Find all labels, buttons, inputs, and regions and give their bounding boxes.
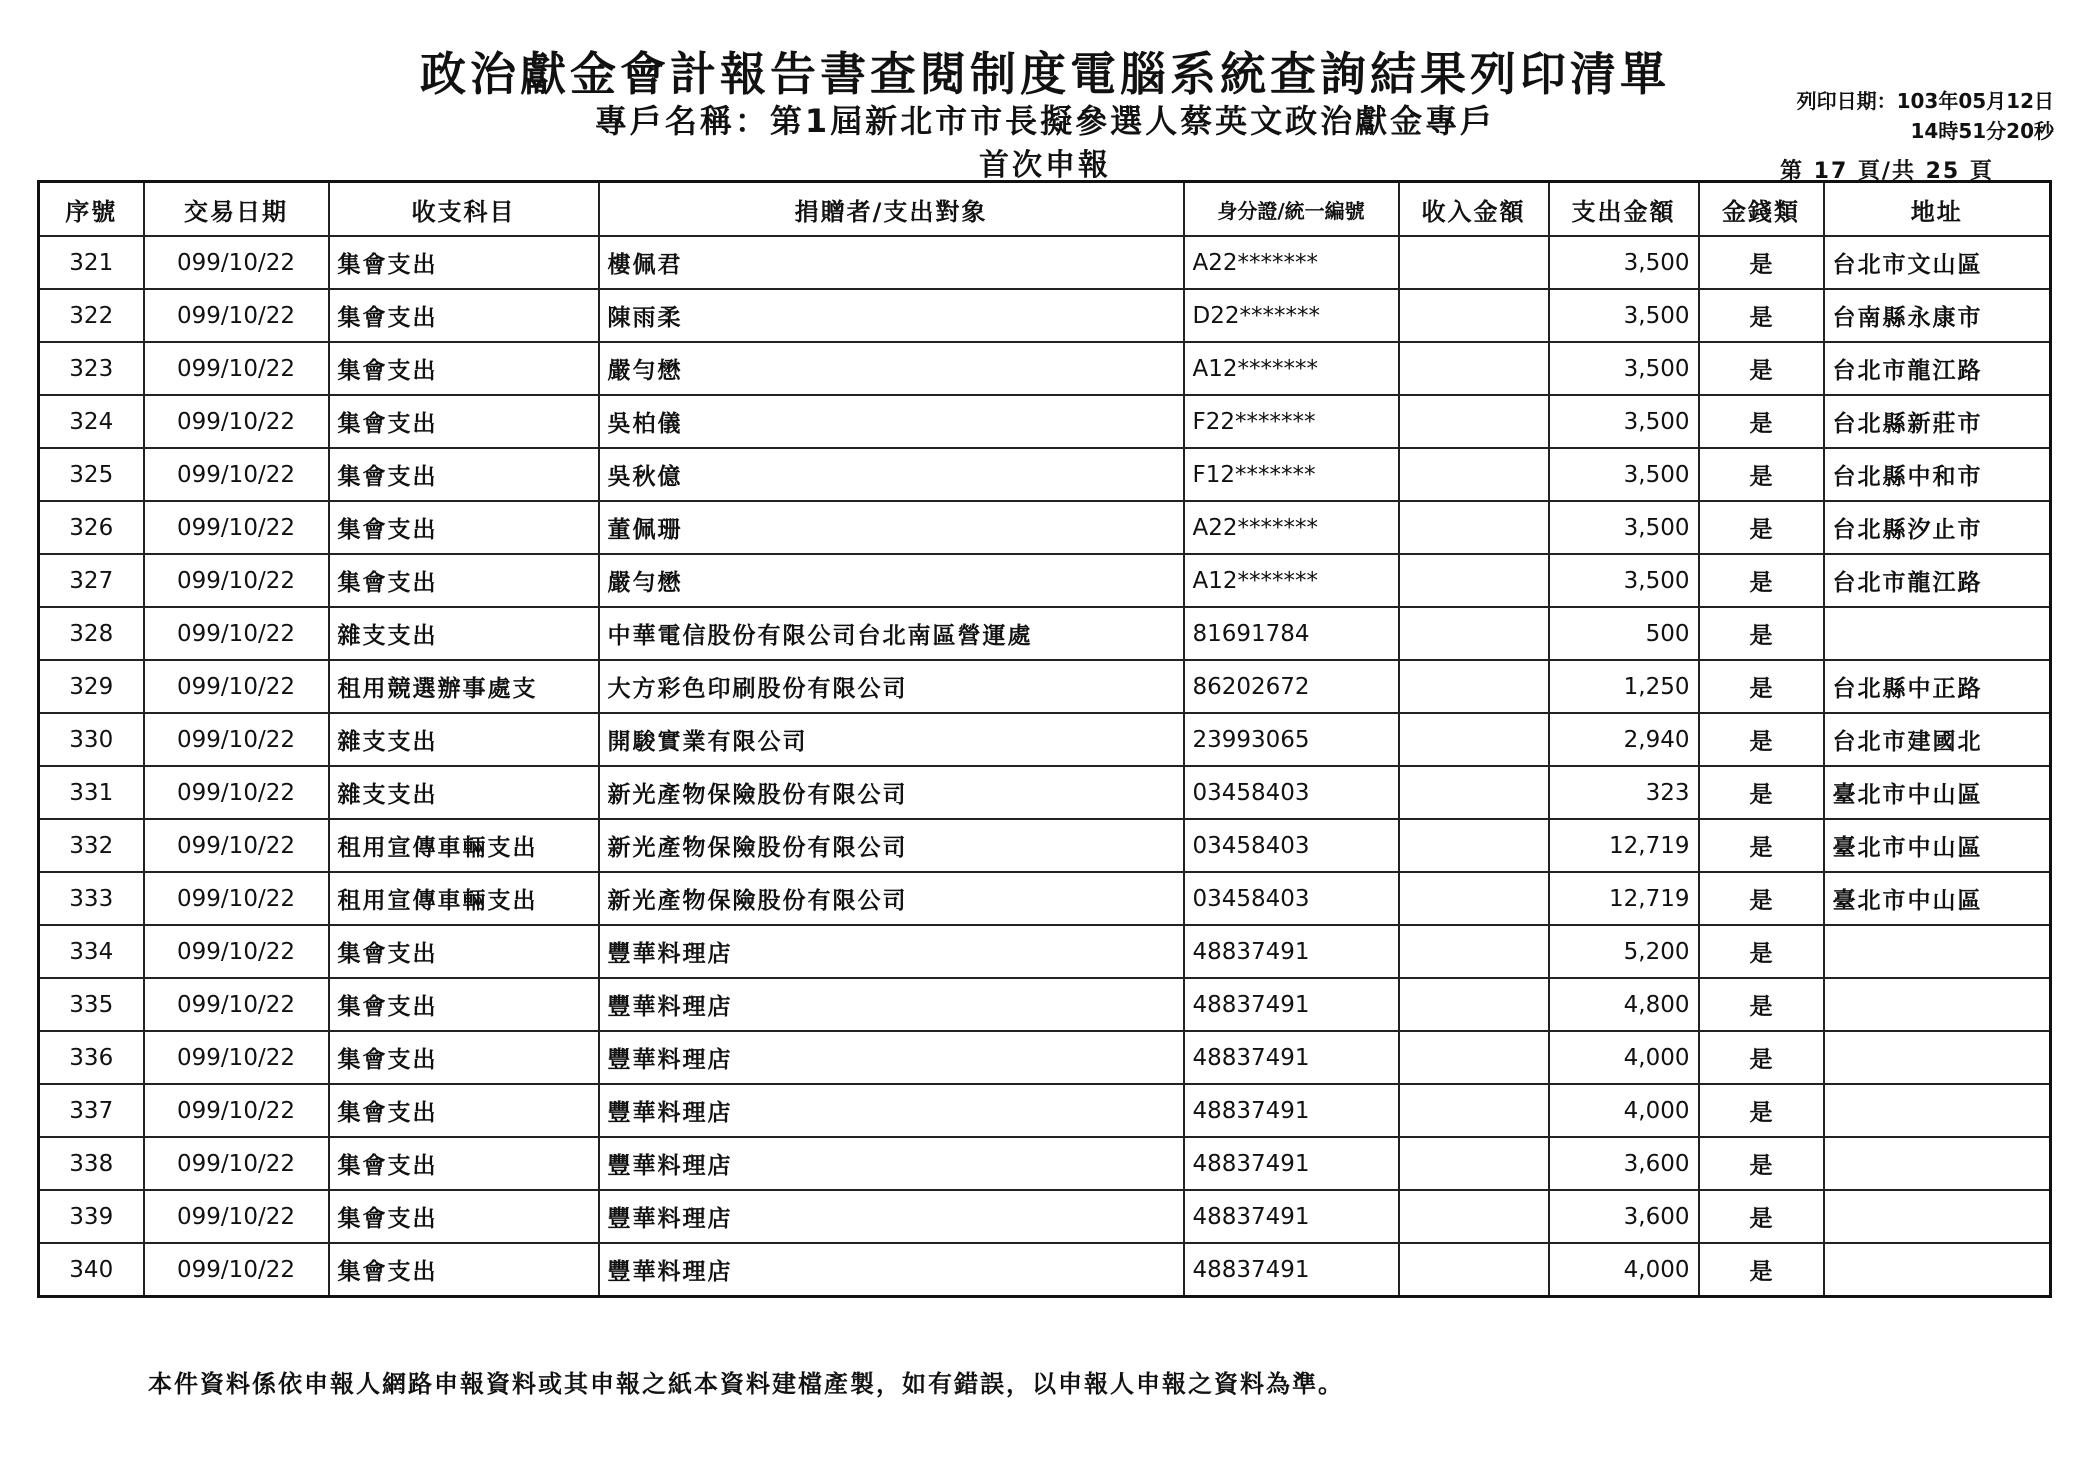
cell-date: 099/10/22 (144, 713, 329, 766)
cell-date: 099/10/22 (144, 660, 329, 713)
cell-date: 099/10/22 (144, 819, 329, 872)
cell-id: 48837491 (1184, 1137, 1399, 1190)
col-header-payee: 捐贈者/支出對象 (599, 182, 1184, 237)
cell-expense: 5,200 (1549, 925, 1699, 978)
cell-address: 台北縣中正路 (1824, 660, 2051, 713)
cell-id: D22******* (1184, 289, 1399, 342)
cell-cash: 是 (1699, 554, 1824, 607)
cell-income (1399, 1190, 1549, 1243)
col-header-date: 交易日期 (144, 182, 329, 237)
cell-payee: 豐華料理店 (599, 1084, 1184, 1137)
cell-date: 099/10/22 (144, 395, 329, 448)
cell-cash: 是 (1699, 766, 1824, 819)
cell-no: 338 (39, 1137, 144, 1190)
cell-no: 333 (39, 872, 144, 925)
table-row (39, 607, 2051, 660)
cell-income (1399, 501, 1549, 554)
print-date-block (1754, 86, 2054, 146)
cell-address: 台北市龍江路 (1824, 554, 2051, 607)
document-title: 政治獻金會計報告書查閱制度電腦系統查詢結果列印清單 (420, 47, 1670, 101)
table-row (39, 872, 2051, 925)
cell-date: 099/10/22 (144, 448, 329, 501)
col-header-category: 收支科目 (329, 182, 599, 237)
cell-payee: 吳秋億 (599, 448, 1184, 501)
cell-income (1399, 1243, 1549, 1297)
cell-cash: 是 (1699, 1084, 1824, 1137)
cell-date: 099/10/22 (144, 554, 329, 607)
cell-id: 48837491 (1184, 1084, 1399, 1137)
cell-category: 租用競選辦事處支 (329, 660, 599, 713)
cell-cash: 是 (1699, 872, 1824, 925)
cell-income (1399, 1084, 1549, 1137)
cell-no: 339 (39, 1190, 144, 1243)
cell-income (1399, 342, 1549, 395)
cell-expense: 3,500 (1549, 501, 1699, 554)
cell-id: 86202672 (1184, 660, 1399, 713)
cell-expense: 4,000 (1549, 1084, 1699, 1137)
cell-no: 321 (39, 236, 144, 289)
cell-income (1399, 819, 1549, 872)
table-row (39, 554, 2051, 607)
cell-expense: 3,500 (1549, 448, 1699, 501)
cell-cash: 是 (1699, 925, 1824, 978)
cell-address: 臺北市中山區 (1824, 872, 2051, 925)
table-row (39, 289, 2051, 342)
cell-expense: 500 (1549, 607, 1699, 660)
cell-cash: 是 (1699, 1031, 1824, 1084)
cell-no: 329 (39, 660, 144, 713)
cell-category: 雜支支出 (329, 607, 599, 660)
cell-id: F22******* (1184, 395, 1399, 448)
cell-payee: 中華電信股份有限公司台北南區營運處 (599, 607, 1184, 660)
header-row (39, 182, 2051, 237)
table-row (39, 713, 2051, 766)
cell-expense: 12,719 (1549, 872, 1699, 925)
cell-payee: 嚴勻懋 (599, 554, 1184, 607)
cell-address: 臺北市中山區 (1824, 819, 2051, 872)
cell-id: A22******* (1184, 501, 1399, 554)
cell-payee: 新光產物保險股份有限公司 (599, 766, 1184, 819)
cell-expense: 3,500 (1549, 342, 1699, 395)
table-header (39, 182, 2051, 237)
footer-note: 本件資料係依申報人網路申報資料或其申報之紙本資料建檔產製，如有錯誤，以申報人申報之資料為準。 (148, 1370, 1344, 1398)
cell-address (1824, 978, 2051, 1031)
cell-date: 099/10/22 (144, 766, 329, 819)
cell-income (1399, 395, 1549, 448)
cell-id: 48837491 (1184, 1190, 1399, 1243)
cell-id: 48837491 (1184, 1243, 1399, 1297)
cell-income (1399, 448, 1549, 501)
cell-address (1824, 1190, 2051, 1243)
cell-payee: 豐華料理店 (599, 1031, 1184, 1084)
cell-category: 集會支出 (329, 1243, 599, 1297)
cell-category: 集會支出 (329, 501, 599, 554)
cell-expense: 3,500 (1549, 554, 1699, 607)
cell-address: 台北縣新莊市 (1824, 395, 2051, 448)
cell-no: 323 (39, 342, 144, 395)
cell-expense: 3,600 (1549, 1137, 1699, 1190)
cell-no: 340 (39, 1243, 144, 1297)
cell-address: 台北市龍江路 (1824, 342, 2051, 395)
cell-category: 租用宣傳車輛支出 (329, 819, 599, 872)
cell-expense: 12,719 (1549, 819, 1699, 872)
cell-id: 03458403 (1184, 766, 1399, 819)
cell-cash: 是 (1699, 395, 1824, 448)
cell-cash: 是 (1699, 1243, 1824, 1297)
cell-payee: 開駿實業有限公司 (599, 713, 1184, 766)
table-row (39, 236, 2051, 289)
cell-expense: 3,500 (1549, 236, 1699, 289)
cell-cash: 是 (1699, 236, 1824, 289)
table-body (39, 236, 2051, 1297)
cell-address (1824, 1084, 2051, 1137)
cell-expense: 4,000 (1549, 1031, 1699, 1084)
print-date: 列印日期：103年05月12日 (1796, 89, 2054, 113)
cell-date: 099/10/22 (144, 289, 329, 342)
cell-income (1399, 554, 1549, 607)
cell-id: 03458403 (1184, 819, 1399, 872)
cell-expense: 3,500 (1549, 289, 1699, 342)
table-row (39, 342, 2051, 395)
cell-income (1399, 1031, 1549, 1084)
cell-address (1824, 1031, 2051, 1084)
cell-income (1399, 925, 1549, 978)
cell-address: 台北市文山區 (1824, 236, 2051, 289)
cell-date: 099/10/22 (144, 925, 329, 978)
cell-cash: 是 (1699, 660, 1824, 713)
cell-id: 23993065 (1184, 713, 1399, 766)
cell-no: 328 (39, 607, 144, 660)
cell-no: 337 (39, 1084, 144, 1137)
cell-no: 335 (39, 978, 144, 1031)
cell-no: 334 (39, 925, 144, 978)
table-row (39, 925, 2051, 978)
cell-no: 330 (39, 713, 144, 766)
cell-date: 099/10/22 (144, 501, 329, 554)
cell-payee: 陳雨柔 (599, 289, 1184, 342)
cell-id: 48837491 (1184, 978, 1399, 1031)
cell-income (1399, 1137, 1549, 1190)
cell-cash: 是 (1699, 978, 1824, 1031)
account-name: 專戶名稱：第1屆新北市市長擬參選人蔡英文政治獻金專戶 (594, 102, 1496, 140)
cell-cash: 是 (1699, 819, 1824, 872)
print-time: 14時51分20秒 (1910, 119, 2054, 143)
cell-address: 臺北市中山區 (1824, 766, 2051, 819)
table-row (39, 1190, 2051, 1243)
cell-payee: 樓佩君 (599, 236, 1184, 289)
cell-id: 48837491 (1184, 925, 1399, 978)
table-row (39, 978, 2051, 1031)
cell-id: A12******* (1184, 342, 1399, 395)
cell-payee: 新光產物保險股份有限公司 (599, 872, 1184, 925)
cell-income (1399, 978, 1549, 1031)
cell-no: 332 (39, 819, 144, 872)
cell-date: 099/10/22 (144, 1243, 329, 1297)
cell-id: 03458403 (1184, 872, 1399, 925)
cell-id: A12******* (1184, 554, 1399, 607)
cell-expense: 4,000 (1549, 1243, 1699, 1297)
cell-address (1824, 1243, 2051, 1297)
cell-payee: 嚴勻懋 (599, 342, 1184, 395)
table-row (39, 395, 2051, 448)
cell-income (1399, 607, 1549, 660)
cell-cash: 是 (1699, 1190, 1824, 1243)
cell-no: 324 (39, 395, 144, 448)
table-row (39, 1243, 2051, 1297)
cell-id: 48837491 (1184, 1031, 1399, 1084)
cell-date: 099/10/22 (144, 342, 329, 395)
cell-cash: 是 (1699, 501, 1824, 554)
cell-expense: 323 (1549, 766, 1699, 819)
cell-category: 集會支出 (329, 1031, 599, 1084)
cell-payee: 豐華料理店 (599, 925, 1184, 978)
cell-address (1824, 607, 2051, 660)
cell-category: 集會支出 (329, 925, 599, 978)
cell-category: 集會支出 (329, 1137, 599, 1190)
cell-payee: 豐華料理店 (599, 1137, 1184, 1190)
table-row (39, 501, 2051, 554)
cell-payee: 豐華料理店 (599, 1190, 1184, 1243)
cell-payee: 新光產物保險股份有限公司 (599, 819, 1184, 872)
cell-address: 台南縣永康市 (1824, 289, 2051, 342)
cell-category: 集會支出 (329, 554, 599, 607)
cell-category: 集會支出 (329, 1084, 599, 1137)
cell-address (1824, 925, 2051, 978)
cell-id: F12******* (1184, 448, 1399, 501)
col-header-no: 序號 (39, 182, 144, 237)
cell-id: 81691784 (1184, 607, 1399, 660)
cell-cash: 是 (1699, 713, 1824, 766)
cell-no: 326 (39, 501, 144, 554)
cell-cash: 是 (1699, 448, 1824, 501)
cell-expense: 3,600 (1549, 1190, 1699, 1243)
cell-category: 集會支出 (329, 289, 599, 342)
cell-cash: 是 (1699, 342, 1824, 395)
cell-category: 集會支出 (329, 1190, 599, 1243)
cell-address: 台北市建國北 (1824, 713, 2051, 766)
cell-income (1399, 766, 1549, 819)
cell-expense: 4,800 (1549, 978, 1699, 1031)
cell-no: 331 (39, 766, 144, 819)
col-header-income: 收入金額 (1399, 182, 1549, 237)
cell-address: 台北縣汐止市 (1824, 501, 2051, 554)
table-row (39, 660, 2051, 713)
cell-payee: 豐華料理店 (599, 978, 1184, 1031)
cell-date: 099/10/22 (144, 978, 329, 1031)
cell-date: 099/10/22 (144, 872, 329, 925)
table-row (39, 819, 2051, 872)
col-header-address: 地址 (1824, 182, 2051, 237)
cell-date: 099/10/22 (144, 1084, 329, 1137)
cell-address (1824, 1137, 2051, 1190)
table-row (39, 1084, 2051, 1137)
cell-date: 099/10/22 (144, 1031, 329, 1084)
cell-address: 台北縣中和市 (1824, 448, 2051, 501)
cell-payee: 吳柏儀 (599, 395, 1184, 448)
cell-payee: 豐華料理店 (599, 1243, 1184, 1297)
col-header-id: 身分證/統一編號 (1184, 182, 1399, 237)
cell-expense: 2,940 (1549, 713, 1699, 766)
cell-date: 099/10/22 (144, 1137, 329, 1190)
cell-no: 327 (39, 554, 144, 607)
table-row (39, 766, 2051, 819)
cell-id: A22******* (1184, 236, 1399, 289)
cell-category: 雜支支出 (329, 713, 599, 766)
cell-payee: 大方彩色印刷股份有限公司 (599, 660, 1184, 713)
table-row (39, 1137, 2051, 1190)
table-row (39, 1031, 2051, 1084)
cell-date: 099/10/22 (144, 607, 329, 660)
cell-expense: 3,500 (1549, 395, 1699, 448)
cell-cash: 是 (1699, 1137, 1824, 1190)
cell-category: 租用宣傳車輛支出 (329, 872, 599, 925)
cell-income (1399, 872, 1549, 925)
cell-income (1399, 713, 1549, 766)
cell-income (1399, 236, 1549, 289)
report-type: 首次申報 (979, 148, 1111, 183)
cell-category: 雜支支出 (329, 766, 599, 819)
cell-category: 集會支出 (329, 448, 599, 501)
ledger-table (37, 180, 2052, 1298)
cell-category: 集會支出 (329, 342, 599, 395)
cell-category: 集會支出 (329, 395, 599, 448)
cell-income (1399, 660, 1549, 713)
col-header-expense: 支出金額 (1549, 182, 1699, 237)
cell-expense: 1,250 (1549, 660, 1699, 713)
cell-cash: 是 (1699, 607, 1824, 660)
cell-no: 336 (39, 1031, 144, 1084)
cell-category: 集會支出 (329, 236, 599, 289)
cell-cash: 是 (1699, 289, 1824, 342)
cell-no: 322 (39, 289, 144, 342)
cell-date: 099/10/22 (144, 1190, 329, 1243)
cell-no: 325 (39, 448, 144, 501)
cell-income (1399, 289, 1549, 342)
cell-date: 099/10/22 (144, 236, 329, 289)
cell-payee: 董佩珊 (599, 501, 1184, 554)
table-row (39, 448, 2051, 501)
page-info: 第 17 頁/共 25 頁 (1780, 159, 1994, 184)
col-header-cash: 金錢類 (1699, 182, 1824, 237)
cell-category: 集會支出 (329, 978, 599, 1031)
